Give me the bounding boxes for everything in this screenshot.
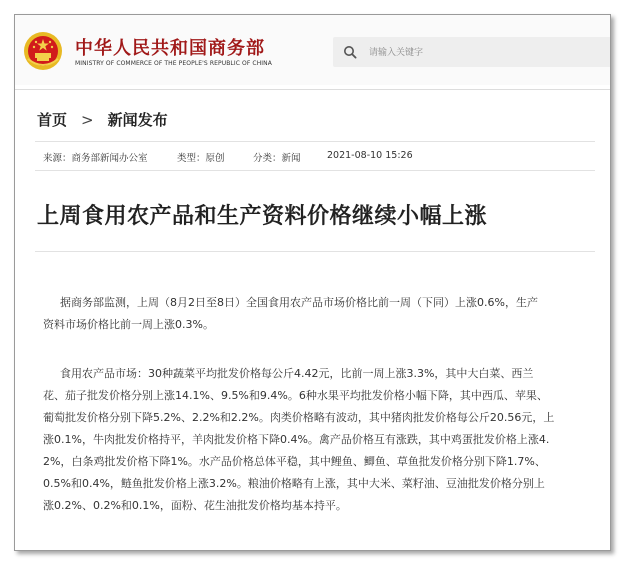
search-box[interactable]: [333, 37, 611, 67]
paragraph-line: 资料市场价格比前一周上涨0.3%。: [43, 318, 214, 331]
paragraph-line: 葡萄批发价格分别下降5.2%、2.2%和2.2%。肉类价格略有波动，其中猪肉批发价格每公斤20.56元，上: [43, 411, 555, 424]
page-frame: [14, 14, 611, 551]
breadcrumb-separator: >: [81, 111, 94, 129]
meta-source: 来源：商务部新闻办公室: [43, 153, 148, 164]
article-meta: [35, 141, 595, 171]
paragraph-line: 涨0.2%、0.2%和0.1%，面粉、花生油批发价格均基本持平。: [43, 499, 347, 512]
paragraph-line: 0.5%和0.4%，鲢鱼批发价格上涨3.2%。粮油价格略有上涨，其中大米、菜籽油、豆油批发价格分别上: [43, 477, 545, 490]
title-divider: [35, 251, 595, 252]
breadcrumb: [37, 109, 168, 130]
paragraph-line: 食用农产品市场：30种蔬菜平均批发价格每公斤4.42元，比前一周上涨3.3%，其中大白菜、西兰: [60, 367, 534, 380]
search-icon[interactable]: [343, 45, 357, 59]
national-emblem-icon[interactable]: [23, 31, 63, 71]
meta-datetime: 2021-08-10 15:26: [327, 150, 413, 161]
article-title: 上周食用农产品和生产资料价格继续小幅上涨: [37, 204, 488, 229]
breadcrumb-section-link[interactable]: 新闻发布: [107, 111, 168, 129]
site-title[interactable]: 中华人民共和国商务部: [75, 38, 265, 59]
breadcrumb-home-link[interactable]: 首页: [37, 111, 68, 129]
meta-category: 分类：新闻: [253, 153, 301, 164]
article-paragraph-2: [43, 363, 603, 517]
site-header: [15, 15, 610, 85]
paragraph-line: 2%，白条鸡批发价格下降1%。水产品价格总体平稳，其中鲤鱼、鲫鱼、草鱼批发价格分别下降1.7%、: [43, 455, 546, 468]
paragraph-line: 据商务部监测，上周（8月2日至8日）全国食用农产品市场价格比前一周（下同）上涨0.6%，生产: [60, 296, 538, 309]
site-subtitle: MINISTRY OF COMMERCE OF THE PEOPLE'S REPUBLIC OF CHINA: [75, 60, 272, 67]
search-input[interactable]: [367, 41, 611, 65]
header-divider: [15, 89, 610, 90]
article-paragraph-1: [43, 292, 603, 336]
paragraph-line: 涨0.1%，牛肉批发价格持平，羊肉批发价格下降0.4%。禽产品价格互有涨跌，其中鸡蛋批发价格上涨4.: [43, 433, 550, 446]
paragraph-line: 花、茄子批发价格分别上涨14.1%、9.5%和9.4%。6种水果平均批发价格小幅下降，其中西瓜、苹果、: [43, 389, 548, 402]
meta-type: 类型：原创: [177, 153, 225, 164]
